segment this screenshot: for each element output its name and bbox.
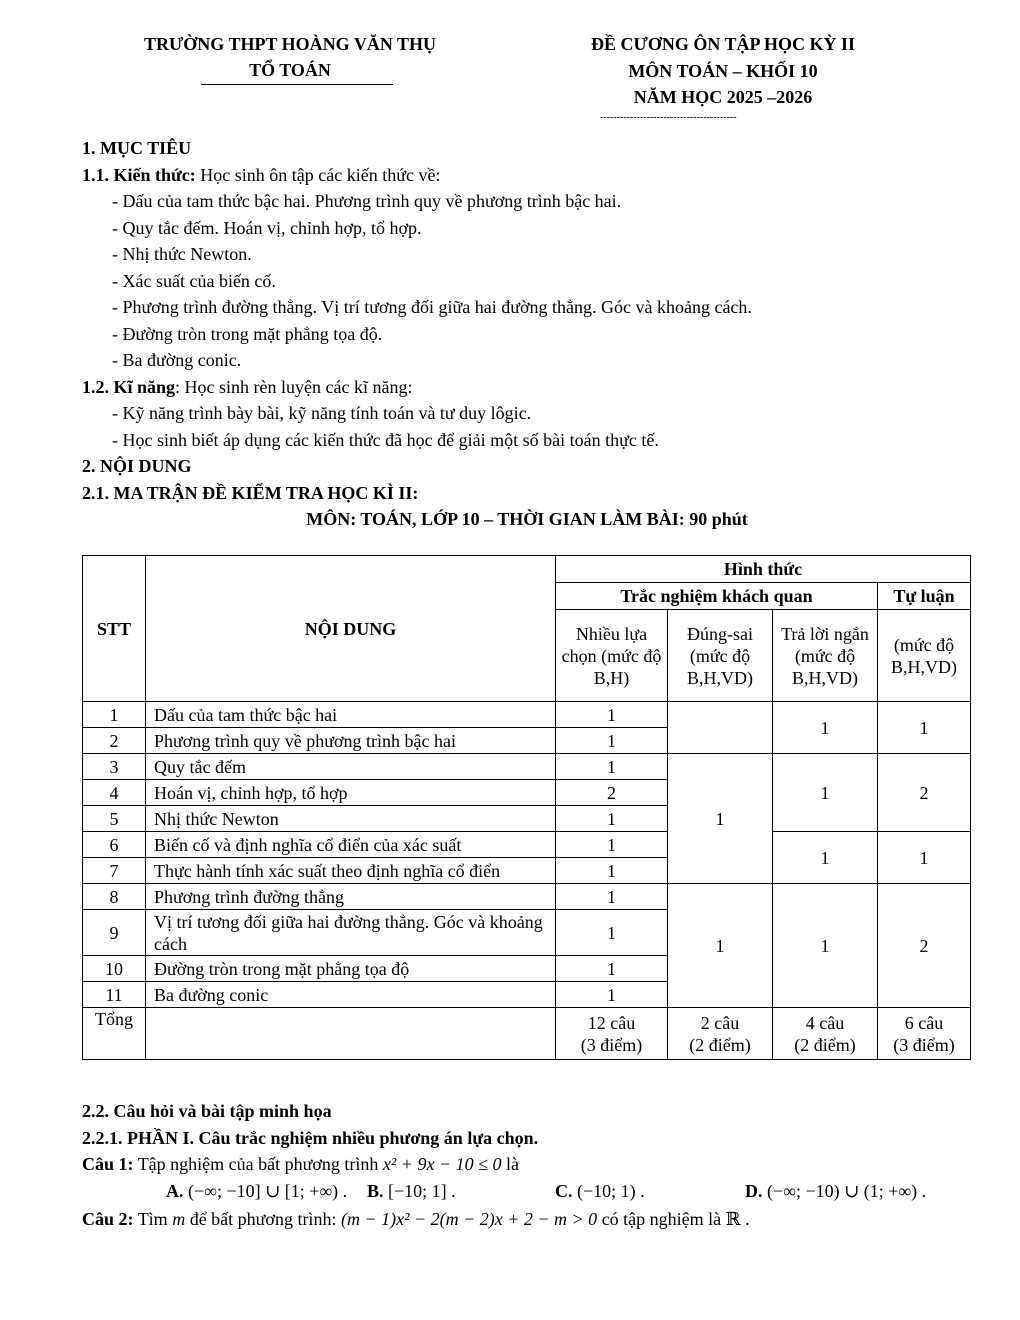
header-short-answer: Trả lời ngắn (mức độ B,H,VD) <box>773 610 878 702</box>
section-title-content: 2. NỘI DUNG <box>82 456 192 476</box>
document-year: NĂM HỌC 2025 –2026 <box>633 87 813 107</box>
section-title-objectives: 1. MỤC TIÊU <box>82 138 192 158</box>
header-rule-right: ----------------------------------------- <box>600 112 737 123</box>
part1-title: 2.2.1. PHẦN I. Câu trắc nghiệm nhiều phương án lựa chọn. <box>82 1127 539 1148</box>
header-objective: Trắc nghiệm khách quan <box>556 583 878 610</box>
short-answer-cell: 1 <box>773 884 878 1008</box>
knowledge-item: - Dấu của tam thức bậc hai. Phương trình quy về phương trình bậc hai. <box>112 191 622 211</box>
objectives-section <box>82 135 972 533</box>
matrix-title: 2.1. MA TRẬN ĐỀ KIỂM TRA HỌC KÌ II: <box>82 482 419 503</box>
short-answer-cell: 1 <box>773 832 878 884</box>
option-d: D. (−∞; −10) ∪ (1; +∞) . <box>745 1180 927 1201</box>
table-row: 7 Thực hành tính xác suất theo định nghĩa cổ điển 1 <box>83 858 971 884</box>
sample-questions-section <box>82 1098 972 1232</box>
total-essay: 6 câu (3 điểm) <box>878 1008 971 1060</box>
knowledge-item: - Ba đường conic. <box>112 350 242 370</box>
header-multiple-choice: Nhiều lựa chọn (mức độ B,H) <box>556 610 668 702</box>
knowledge-heading: 1.1. Kiến thức: Học sinh ôn tập các kiến thức về: <box>82 164 441 185</box>
table-row: 4 Hoán vị, chỉnh hợp, tổ hợp 2 <box>83 780 971 806</box>
matrix-subtitle: MÔN: TOÁN, LỚP 10 – THỜI GIAN LÀM BÀI: 90 phút <box>306 509 748 529</box>
table-row: 5 Nhị thức Newton 1 <box>83 806 971 832</box>
header-content: NỘI DUNG <box>146 556 556 702</box>
table-row: 9 Vị trí tương đối giữa hai đường thẳng. Góc và khoảng cách 1 <box>83 910 971 956</box>
essay-cell: 2 <box>878 754 971 832</box>
school-name: TRƯỜNG THPT HOÀNG VĂN THỤ <box>143 34 437 54</box>
question-1: Câu 1: Tập nghiệm của bất phương trình x² + 9x − 10 ≤ 0 là <box>82 1154 519 1174</box>
table-row: 2 Phương trình quy về phương trình bậc hai 1 <box>83 728 971 754</box>
table-row: 6 Biến cố và định nghĩa cổ điển của xác suất 1 1 1 <box>83 832 971 858</box>
document-header <box>548 31 898 111</box>
knowledge-item: - Quy tắc đếm. Hoán vị, chỉnh hợp, tổ hợp. <box>112 217 422 238</box>
essay-cell: 2 <box>878 884 971 1008</box>
table-total-row <box>83 1008 971 1060</box>
document-title: ĐỀ CƯƠNG ÔN TẬP HỌC KỲ II <box>590 34 856 54</box>
essay-cell: 1 <box>878 832 971 884</box>
exam-matrix-table <box>82 555 971 1060</box>
skills-item: - Học sinh biết áp dụng các kiến thức đã học để giải một số bài toán thực tế. <box>112 429 659 450</box>
header-essay: Tự luận <box>878 583 971 610</box>
true-false-cell <box>668 702 773 754</box>
true-false-cell: 1 <box>668 754 773 884</box>
header-rule-left <box>201 84 393 85</box>
option-a: A. (−∞; −10] ∪ [1; +∞) . <box>166 1180 348 1201</box>
total-short-answer: 4 câu (2 điểm) <box>773 1008 878 1060</box>
table-row: 1 Dấu của tam thức bậc hai 1 1 1 <box>83 702 971 728</box>
short-answer-cell: 1 <box>773 754 878 832</box>
question-1-options <box>82 1178 972 1206</box>
skills-heading: 1.2. Kĩ năng: Học sinh rèn luyện các kĩ năng: <box>82 376 413 397</box>
table-row: 10 Đường tròn trong mặt phẳng tọa độ 1 <box>83 956 971 982</box>
total-true-false: 2 câu (2 điểm) <box>668 1008 773 1060</box>
knowledge-item: - Phương trình đường thẳng. Vị trí tương đối giữa hai đường thẳng. Góc và khoảng cách. <box>112 297 752 317</box>
header-true-false: Đúng-sai (mức độ B,H,VD) <box>668 610 773 702</box>
option-c: C. (−10; 1) . <box>555 1180 645 1201</box>
table-header-row <box>83 556 971 583</box>
option-b: B. [−10; 1] . <box>367 1180 456 1201</box>
table-row: 8 Phương trình đường thẳng 1 1 1 2 <box>83 884 971 910</box>
document-subject: MÔN TOÁN – KHỐI 10 <box>628 60 818 81</box>
true-false-cell: 1 <box>668 884 773 1008</box>
sample-questions-title: 2.2. Câu hỏi và bài tập minh họa <box>82 1101 332 1121</box>
short-answer-cell: 1 <box>773 702 878 754</box>
header-form: Hình thức <box>556 556 971 583</box>
knowledge-item: - Nhị thức Newton. <box>112 244 252 264</box>
table-row: 11 Ba đường conic 1 <box>83 982 971 1008</box>
table-row: 3 Quy tắc đếm 1 1 1 2 <box>83 754 971 780</box>
knowledge-item: - Xác suất của biến cố. <box>112 270 276 291</box>
department-name: TỔ TOÁN <box>249 60 331 80</box>
school-header <box>100 31 480 83</box>
essay-cell: 1 <box>878 702 971 754</box>
total-multiple-choice: 12 câu (3 điểm) <box>556 1008 668 1060</box>
question-2: Câu 2: Tìm m để bất phương trình: (m − 1)x² − 2(m − 2)x + 2 − m > 0 có tập nghiệm là ℝ . <box>82 1208 750 1229</box>
header-stt: STT <box>83 556 146 702</box>
knowledge-item: - Đường tròn trong mặt phẳng tọa độ. <box>112 323 383 344</box>
header-essay-level: (mức độ B,H,VD) <box>878 610 971 702</box>
total-label: Tổng <box>83 1008 146 1060</box>
skills-item: - Kỹ năng trình bày bài, kỹ năng tính toán và tư duy lôgic. <box>112 403 532 423</box>
